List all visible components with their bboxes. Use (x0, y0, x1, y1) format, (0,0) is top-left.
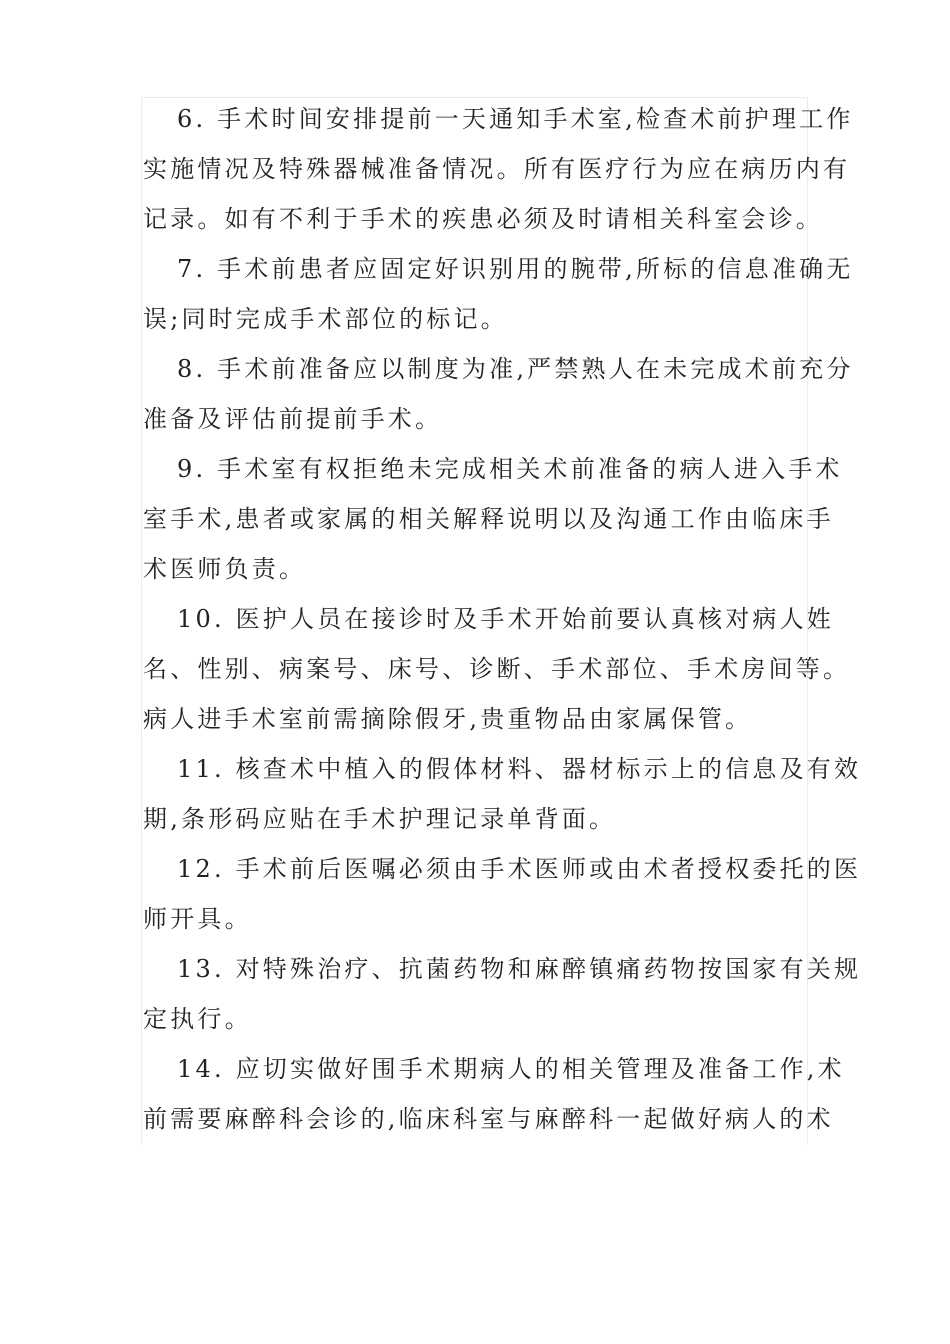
text-line: 7. 手术前患者应固定好识别用的腕带,所标的信息准确无 (177, 255, 854, 283)
text-line: 12. 手术前后医嘱必须由手术医师或由术者授权委托的医 (177, 855, 862, 883)
paragraph-item-14 (143, 1044, 845, 1144)
text-line: 9. 手术室有权拒绝未完成相关术前准备的病人进入手术 (177, 455, 843, 483)
text-line: 室手术,患者或家属的相关解释说明以及沟通工作由临床手 (143, 505, 834, 533)
text-line: 前需要麻醉科会诊的,临床科室与麻醉科一起做好病人的术 (143, 1105, 834, 1133)
paragraph-item-13 (143, 944, 862, 1044)
text-line: 13. 对特殊治疗、抗菌药物和麻醉镇痛药物按国家有关规 (177, 955, 862, 983)
paragraph-item-12 (143, 844, 862, 944)
text-line: 病人进手术室前需摘除假牙,贵重物品由家属保管。 (143, 705, 753, 733)
text-line: 实施情况及特殊器械准备情况。所有医疗行为应在病历内有 (143, 155, 851, 183)
paragraph-item-8 (143, 344, 854, 444)
text-line: 期,条形码应贴在手术护理记录单背面。 (143, 805, 617, 833)
paragraph-item-10 (143, 594, 851, 744)
text-line: 误;同时完成手术部位的标记。 (143, 305, 508, 333)
document-body (143, 94, 862, 1144)
paragraph-item-9 (143, 444, 843, 594)
text-line: 术医师负责。 (143, 555, 307, 583)
text-line: 11. 核查术中植入的假体材料、器材标示上的信息及有效 (177, 755, 862, 783)
text-line: 6. 手术时间安排提前一天通知手术室,检查术前护理工作 (177, 105, 854, 133)
text-line: 记录。如有不利于手术的疾患必须及时请相关科室会诊。 (143, 205, 823, 233)
text-line: 14. 应切实做好围手术期病人的相关管理及准备工作,术 (177, 1055, 845, 1083)
text-line: 准备及评估前提前手术。 (143, 405, 443, 433)
paragraph-item-6 (143, 94, 854, 244)
paragraph-item-11 (143, 744, 862, 844)
text-line: 师开具。 (143, 905, 252, 933)
text-line: 定执行。 (143, 1005, 252, 1033)
text-line: 10. 医护人员在接诊时及手术开始前要认真核对病人姓 (177, 605, 834, 633)
text-line: 8. 手术前准备应以制度为准,严禁熟人在未完成术前充分 (177, 355, 854, 383)
text-line: 名、性别、病案号、床号、诊断、手术部位、手术房间等。 (143, 655, 851, 683)
paragraph-item-7 (143, 244, 854, 344)
